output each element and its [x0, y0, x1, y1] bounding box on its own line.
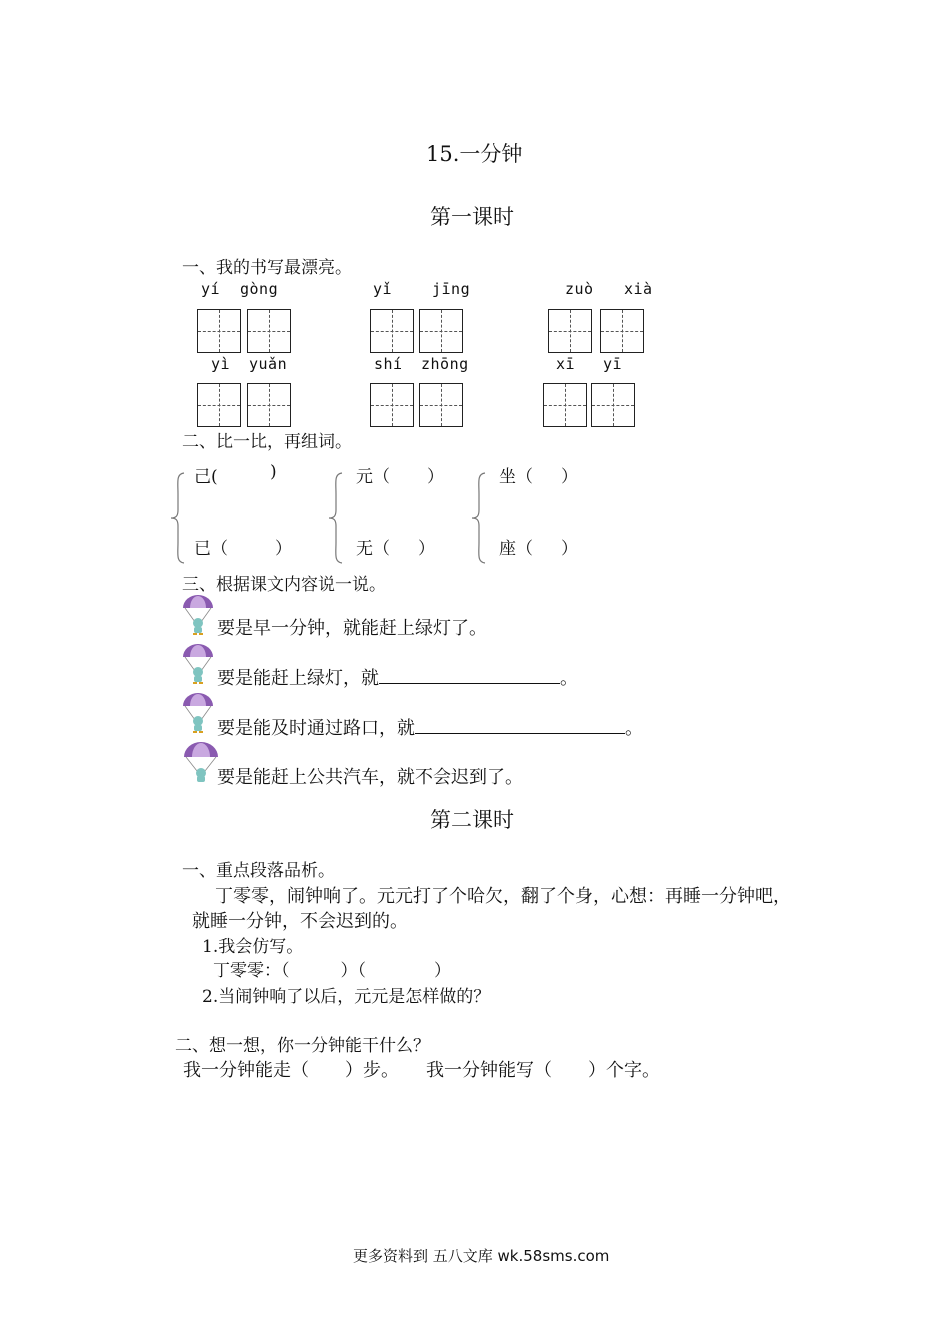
brace-icon [328, 472, 344, 564]
passage-line: 丁零零，闹钟响了。元元打了个哈欠，翻了个身，心想：再睡一分钟吧， [215, 886, 791, 907]
lesson1-heading: 第一课时 [430, 205, 514, 229]
sentence-text: 要是能赶上绿灯，就 [217, 668, 379, 689]
answer-bracket: ） [561, 467, 578, 487]
sentence-line [217, 614, 487, 640]
q3-label: 三、根据课文内容说一说。 [182, 575, 386, 595]
passage-line: 就睡一分钟，不会迟到的。 [192, 911, 408, 932]
parachute-icon [181, 594, 215, 636]
lesson2-heading: 第二课时 [430, 808, 514, 832]
pinyin: zhōng [421, 355, 469, 373]
writing-box[interactable] [370, 309, 414, 353]
writing-box[interactable] [543, 383, 587, 427]
sentence-text: 要是早一分钟，就能赶上绿灯了。 [217, 618, 487, 639]
sentence-text: 要是能及时通过路口，就 [217, 718, 415, 739]
compare-char: 座（ [499, 539, 533, 559]
answer-bracket: ） [418, 539, 435, 559]
writing-box[interactable] [197, 383, 241, 427]
imitation-answer: 丁零零：（ ）（ ） [213, 961, 451, 981]
pinyin: jīng [432, 280, 471, 298]
pinyin: xià [624, 280, 653, 298]
sub-question: 1.我会仿写。 [202, 937, 304, 957]
q2-label: 二、比一比，再组词。 [182, 432, 352, 452]
sentence-line [217, 763, 523, 789]
q1-label: 一、我的书写最漂亮。 [182, 258, 352, 278]
writing-box[interactable] [591, 383, 635, 427]
compare-char: 坐（ [499, 467, 533, 487]
answer-bracket: ） [427, 467, 444, 487]
writing-box[interactable] [370, 383, 414, 427]
answer-blank[interactable] [415, 715, 625, 734]
pinyin: yí [201, 280, 221, 298]
writing-box[interactable] [247, 309, 291, 353]
sentence-text: 要是能赶上公共汽车，就不会迟到了。 [217, 767, 523, 788]
writing-box[interactable] [247, 383, 291, 427]
sentence-end: 。 [560, 668, 578, 689]
writing-box[interactable] [197, 309, 241, 353]
compare-char: 已（ [194, 539, 228, 559]
answer-bracket: ） [275, 539, 292, 559]
sentence-line [217, 714, 643, 740]
compare-char: 己( [194, 467, 218, 487]
pinyin: yì [211, 355, 231, 373]
compare-char: 元（ [356, 467, 390, 487]
answer-bracket: ) [270, 462, 277, 482]
writing-box[interactable] [419, 309, 463, 353]
sub-question: 2.当闹钟响了以后，元元是怎样做的？ [202, 987, 491, 1007]
writing-box[interactable] [419, 383, 463, 427]
parachute-icon [181, 692, 215, 734]
brace-icon [471, 472, 487, 564]
pinyin: zuò [565, 280, 594, 298]
answer-blank[interactable] [379, 665, 560, 684]
pinyin: shí [374, 355, 403, 373]
pinyin: xī [556, 355, 576, 373]
pinyin: yuǎn [249, 355, 288, 373]
parachute-icon [181, 643, 215, 685]
pinyin: yǐ [373, 280, 393, 298]
l2-q2-line: 我一分钟能走（ ）步。 我一分钟能写（ ）个字。 [183, 1060, 660, 1081]
sentence-end: 。 [625, 718, 643, 739]
pinyin: gòng [240, 280, 279, 298]
writing-box[interactable] [600, 309, 644, 353]
compare-char: 无（ [356, 539, 390, 559]
pinyin: yī [603, 355, 623, 373]
parachute-icon [182, 741, 220, 783]
writing-box[interactable] [548, 309, 592, 353]
l2-q1-label: 一、重点段落品析。 [182, 861, 335, 881]
brace-icon [170, 472, 186, 564]
answer-bracket: ） [561, 539, 578, 559]
l2-q2-label: 二、想一想，你一分钟能干什么？ [175, 1036, 430, 1056]
sentence-line [217, 664, 578, 690]
page-title: 15.一分钟 [426, 142, 523, 166]
footer-text: 更多资料到 五八文库 wk.58sms.com [353, 1247, 610, 1265]
